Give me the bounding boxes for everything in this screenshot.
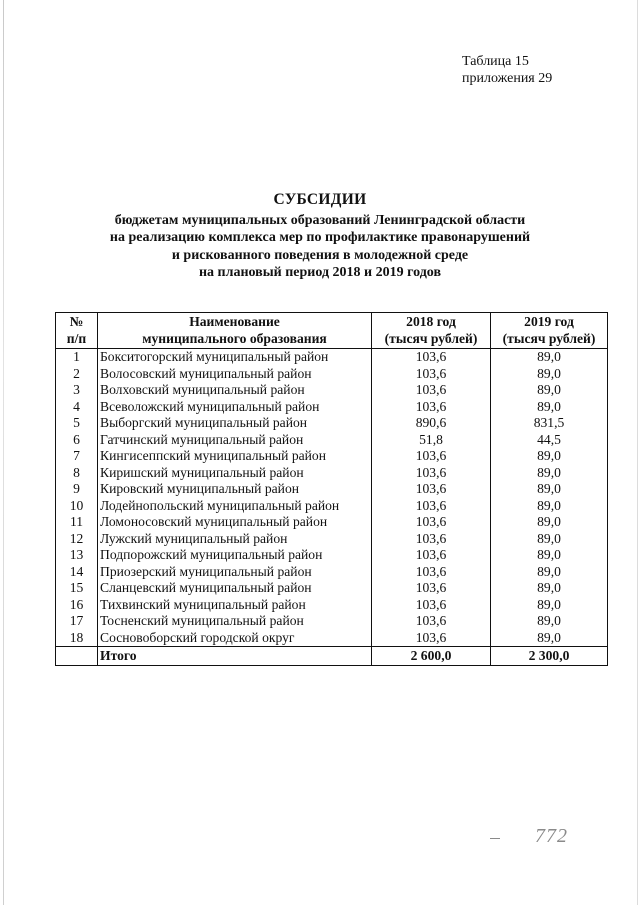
cell-name: Выборгский муниципальный район [98, 415, 372, 432]
cell-2018: 103,6 [372, 465, 491, 482]
cell-2019: 89,0 [491, 613, 608, 630]
table-row [56, 597, 608, 614]
cell-2019: 89,0 [491, 481, 608, 498]
cell-name: Всеволожский муниципальный район [98, 399, 372, 416]
cell-name: Ломоносовский муниципальный район [98, 514, 372, 531]
title-main: СУБСИДИИ [273, 191, 367, 208]
header-2018 [372, 313, 491, 349]
table-row [56, 547, 608, 564]
cell-number: 15 [56, 580, 98, 597]
cell-2019: 89,0 [491, 564, 608, 581]
table-reference [462, 53, 552, 87]
cell-2018: 51,8 [372, 432, 491, 449]
cell-name: Бокситогорский муниципальный район [98, 349, 372, 366]
table-ref-line1: Таблица 15 [462, 54, 529, 69]
table-row [56, 514, 608, 531]
title-line2: на реализацию комплекса мер по профилактике правонарушений [109, 230, 531, 245]
header-2018-l2: (тысяч рублей) [384, 330, 478, 346]
cell-2019: 831,5 [491, 415, 608, 432]
cell-2018: 103,6 [372, 580, 491, 597]
table-row [56, 366, 608, 383]
cell-name: Кировский муниципальный район [98, 481, 372, 498]
cell-number: 4 [56, 399, 98, 416]
document-title [40, 191, 600, 282]
cell-2018: 103,6 [372, 349, 491, 366]
cell-2018: 103,6 [372, 514, 491, 531]
table-row [56, 465, 608, 482]
table-row [56, 481, 608, 498]
cell-number: 9 [56, 481, 98, 498]
header-2019-l2: (тысяч рублей) [502, 330, 596, 346]
scan-edge-right [637, 0, 638, 905]
total-2018: 2 600,0 [372, 647, 491, 666]
cell-name: Приозерский муниципальный район [98, 564, 372, 581]
cell-number: 3 [56, 382, 98, 399]
header-number [56, 313, 98, 349]
header-name-l2: муниципального образования [142, 330, 327, 346]
cell-2018: 103,6 [372, 564, 491, 581]
scan-edge-left [3, 0, 4, 905]
title-line4: на плановый период 2018 и 2019 годов [198, 265, 442, 280]
cell-name: Волосовский муниципальный район [98, 366, 372, 383]
cell-name: Лодейнопольский муниципальный район [98, 498, 372, 515]
cell-2019: 89,0 [491, 465, 608, 482]
cell-2019: 89,0 [491, 349, 608, 366]
cell-number: 6 [56, 432, 98, 449]
cell-number: 12 [56, 531, 98, 548]
cell-number: 7 [56, 448, 98, 465]
cell-2018: 103,6 [372, 366, 491, 383]
table-row [56, 349, 608, 366]
cell-2019: 89,0 [491, 547, 608, 564]
cell-2018: 890,6 [372, 415, 491, 432]
cell-name: Гатчинский муниципальный район [98, 432, 372, 449]
cell-2019: 89,0 [491, 514, 608, 531]
cell-2019: 89,0 [491, 448, 608, 465]
cell-2018: 103,6 [372, 547, 491, 564]
table-row [56, 580, 608, 597]
table-row [56, 498, 608, 515]
header-name [98, 313, 372, 349]
cell-number: 8 [56, 465, 98, 482]
cell-2019: 89,0 [491, 399, 608, 416]
cell-name: Волховский муниципальный район [98, 382, 372, 399]
table-body [56, 349, 608, 666]
header-name-l1: Наименование [189, 314, 280, 329]
cell-number: 17 [56, 613, 98, 630]
cell-name: Лужский муниципальный район [98, 531, 372, 548]
cell-number: 1 [56, 349, 98, 366]
cell-2018: 103,6 [372, 597, 491, 614]
cell-2018: 103,6 [372, 531, 491, 548]
table-row [56, 531, 608, 548]
header-2019-l1: 2019 год [524, 314, 574, 329]
header-2018-l1: 2018 год [406, 314, 456, 329]
total-row [56, 647, 608, 666]
cell-name: Подпорожский муниципальный район [98, 547, 372, 564]
table-row [56, 432, 608, 449]
cell-name: Тосненский муниципальный район [98, 613, 372, 630]
title-line1: бюджетам муниципальных образований Ленинградской области [114, 212, 526, 228]
cell-number: 18 [56, 630, 98, 647]
cell-name: Тихвинский муниципальный район [98, 597, 372, 614]
table-row [56, 564, 608, 581]
cell-2019: 89,0 [491, 382, 608, 399]
cell-2018: 103,6 [372, 613, 491, 630]
cell-number: 2 [56, 366, 98, 383]
cell-name: Сосновоборский городской округ [98, 630, 372, 647]
cell-2018: 103,6 [372, 630, 491, 647]
cell-2018: 103,6 [372, 498, 491, 515]
total-2019: 2 300,0 [491, 647, 608, 666]
page-dash [490, 838, 500, 839]
cell-2018: 103,6 [372, 481, 491, 498]
cell-number: 11 [56, 514, 98, 531]
title-line3: и рискованного поведения в молодежной среде [171, 247, 469, 263]
cell-2019: 44,5 [491, 432, 608, 449]
page-number: 772 [535, 825, 568, 847]
cell-number: 16 [56, 597, 98, 614]
cell-number: 10 [56, 498, 98, 515]
cell-2018: 103,6 [372, 448, 491, 465]
cell-name: Киришский муниципальный район [98, 465, 372, 482]
cell-2018: 103,6 [372, 399, 491, 416]
header-number-l2: п/п [66, 330, 87, 346]
cell-2019: 89,0 [491, 531, 608, 548]
table-row [56, 613, 608, 630]
table-row [56, 630, 608, 647]
cell-2019: 89,0 [491, 580, 608, 597]
cell-2019: 89,0 [491, 630, 608, 647]
cell-number: 5 [56, 415, 98, 432]
cell-number-empty [56, 647, 98, 666]
subsidy-table [55, 312, 608, 666]
table-header [56, 313, 608, 349]
cell-2019: 89,0 [491, 597, 608, 614]
table-ref-line2: приложения 29 [462, 71, 553, 86]
header-2019 [491, 313, 608, 349]
cell-2018: 103,6 [372, 382, 491, 399]
header-number-l1: № [69, 314, 84, 329]
cell-2019: 89,0 [491, 498, 608, 515]
table-row [56, 399, 608, 416]
table-row [56, 382, 608, 399]
total-label: Итого [98, 647, 372, 666]
cell-name: Сланцевский муниципальный район [98, 580, 372, 597]
cell-2019: 89,0 [491, 366, 608, 383]
table-row [56, 415, 608, 432]
cell-number: 13 [56, 547, 98, 564]
cell-name: Кингисеппский муниципальный район [98, 448, 372, 465]
cell-number: 14 [56, 564, 98, 581]
table-row [56, 448, 608, 465]
